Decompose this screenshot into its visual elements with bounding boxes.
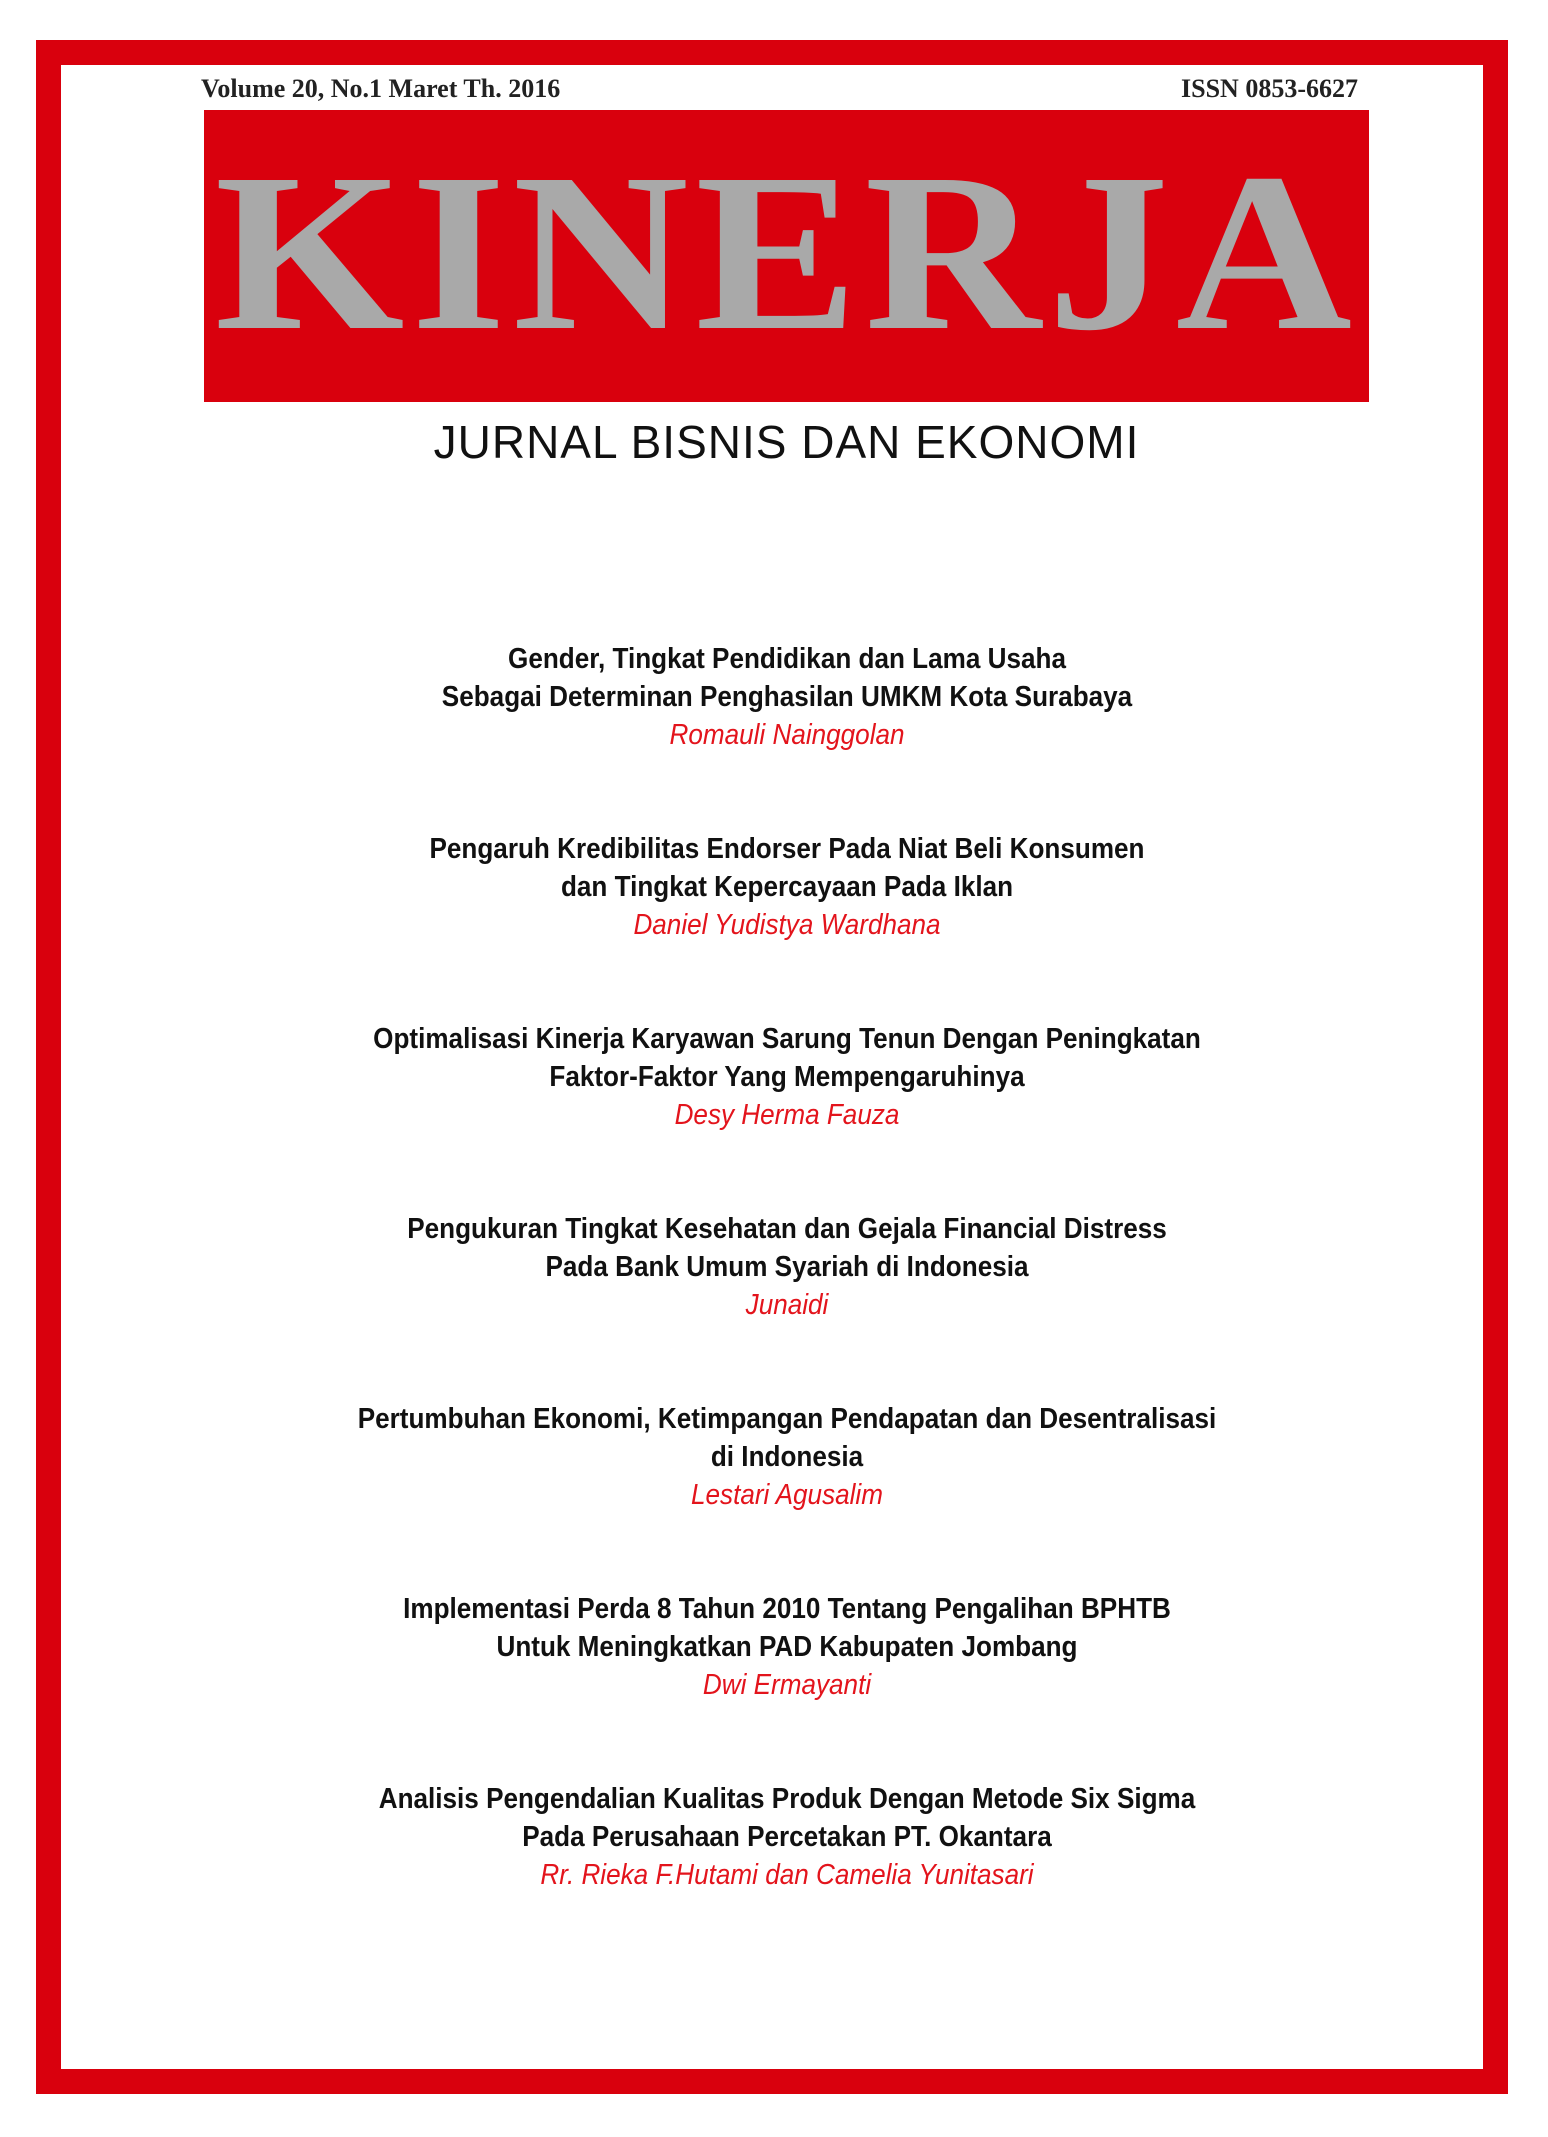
article-author: Rr. Rieka F.Hutami dan Camelia Yunitasari — [540, 1859, 1034, 1891]
article-title — [277, 640, 1298, 716]
article-title-line: Pengaruh Kredibilitas Endorser Pada Niat Beli Konsumen — [429, 833, 1145, 865]
article-item — [220, 640, 1354, 830]
article-author: Lestari Agusalim — [691, 1479, 883, 1511]
journal-subtitle: JURNAL BISNIS DAN EKONOMI — [433, 416, 1140, 468]
article-title-line: Faktor-Faktor Yang Mempengaruhinya — [549, 1061, 1025, 1093]
article-title-line: Sebagai Determinan Penghasilan UMKM Kota Surabaya — [441, 681, 1133, 713]
issue-info-row — [201, 72, 1358, 108]
article-title — [277, 830, 1298, 906]
article-author: Dwi Ermayanti — [702, 1669, 872, 1701]
article-item — [220, 1210, 1354, 1400]
article-title-line: Pada Bank Umum Syariah di Indonesia — [545, 1251, 1029, 1283]
article-author: Romauli Nainggolan — [669, 719, 905, 751]
article-title-line: Implementasi Perda 8 Tahun 2010 Tentang Pengalihan BPHTB — [403, 1593, 1171, 1625]
article-list — [220, 640, 1354, 1970]
article-title-line: Optimalisasi Kinerja Karyawan Sarung Tenun Dengan Peningkatan — [373, 1023, 1201, 1055]
article-author: Desy Herma Fauza — [674, 1099, 900, 1131]
article-title-line: Pada Perusahaan Percetakan PT. Okantara — [522, 1821, 1052, 1853]
article-title-line: Analisis Pengendalian Kualitas Produk Dengan Metode Six Sigma — [378, 1783, 1196, 1815]
article-title — [277, 1400, 1298, 1476]
article-author: Daniel Yudistya Wardhana — [633, 909, 941, 941]
article-title-line: Pertumbuhan Ekonomi, Ketimpangan Pendapatan dan Desentralisasi — [357, 1403, 1217, 1435]
journal-title: KINERJA — [214, 127, 1359, 377]
article-title-line: Pengukuran Tingkat Kesehatan dan Gejala Financial Distress — [407, 1213, 1167, 1245]
masthead-banner — [204, 110, 1369, 402]
article-title-line: dan Tingkat Kepercayaan Pada Iklan — [560, 871, 1014, 903]
article-title — [277, 1590, 1298, 1666]
article-title-line: Gender, Tingkat Pendidikan dan Lama Usaha — [508, 643, 1066, 675]
article-title — [277, 1020, 1298, 1096]
article-title — [277, 1210, 1298, 1286]
volume-number: Volume 20, No.1 Maret Th. 2016 — [201, 74, 561, 103]
article-item — [220, 1400, 1354, 1590]
article-item — [220, 830, 1354, 1020]
article-author: Junaidi — [745, 1289, 829, 1321]
article-title-line: di Indonesia — [710, 1441, 864, 1473]
article-item — [220, 1590, 1354, 1780]
article-item — [220, 1020, 1354, 1210]
article-title-line: Untuk Meningkatkan PAD Kabupaten Jombang — [496, 1631, 1078, 1663]
issn-number: ISSN 0853-6627 — [1181, 74, 1358, 103]
article-item — [220, 1780, 1354, 1970]
article-title — [277, 1780, 1298, 1856]
